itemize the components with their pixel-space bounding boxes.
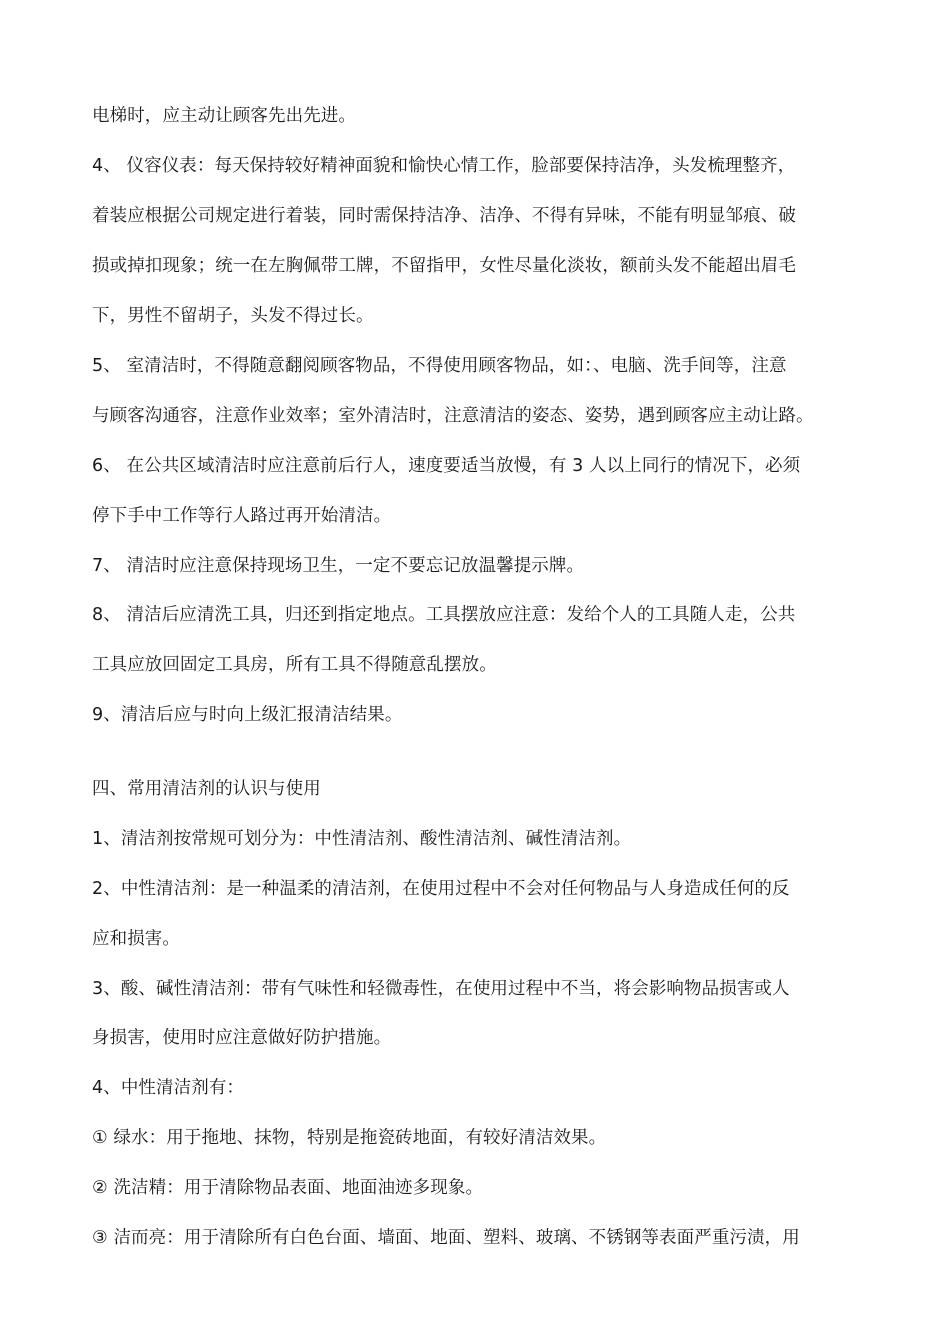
list-item-8: 8、 清洁后应清洗工具，归还到指定地点。工具摆放应注意：发给个人的工具随人走，公共 [92,605,796,625]
sub-item-1: ① 绿水：用于拖地、抹物，特别是拖瓷砖地面，有较好清洁效果。 [92,1128,607,1148]
list-item-4: 4、中性清洁剂有： [92,1078,245,1098]
list-item-3: 3、酸、碱性清洁剂：带有气味性和轻微毒性，在使用过程中不当，将会影响物品损害或人 [92,979,790,999]
list-item-9: 9、清洁后应与时向上级汇报清洁结果。 [92,705,403,725]
list-item-4: 4、 仪容仪表：每天保持较好精神面貌和愉快心情工作，脸部要保持洁净，头发梳理整齐， [92,156,796,176]
section-heading: 四、常用清洁剂的认识与使用 [92,779,321,799]
list-item-6: 6、 在公共区域清洁时应注意前后行人，速度要适当放慢，有 3 人以上同行的情况下，必须 [92,456,801,476]
list-item-5: 5、 室清洁时，不得随意翻阅顾客物品，不得使用顾客物品，如：、电脑、洗手间等，注意 [92,356,787,376]
text-line: 电梯时，应主动让顾客先出先进。 [92,106,356,126]
text-line: 下，男性不留胡子，头发不得过长。 [92,306,374,326]
list-item-1: 1、清洁剂按常规可划分为：中性清洁剂、酸性清洁剂、碱性清洁剂。 [92,829,632,849]
text-line: 停下手中工作等行人路过再开始清洁。 [92,506,392,526]
text-line: 着装应根据公司规定进行着装，同时需保持洁净、洁净、不得有异味，不能有明显邹痕、破 [92,206,796,226]
list-item-7: 7、 清洁时应注意保持现场卫生，一定不要忘记放温馨提示牌。 [92,556,585,576]
sub-item-3: ③ 洁而亮：用于清除所有白色台面、墙面、地面、塑料、玻璃、不锈钢等表面严重污渍，用 [92,1228,800,1248]
text-line: 损或掉扣现象；统一在左胸佩带工牌，不留指甲，女性尽量化淡妆，额前头发不能超出眉毛 [92,256,796,276]
text-line: 工具应放回固定工具房，所有工具不得随意乱摆放。 [92,655,497,675]
text-line: 身损害，使用时应注意做好防护措施。 [92,1028,392,1048]
sub-item-2: ② 洗洁精：用于清除物品表面、地面油迹多现象。 [92,1178,484,1198]
text-line: 与顾客沟通容，注意作业效率；室外清洁时，注意清洁的姿态、姿势，遇到顾客应主动让路。 [92,406,814,426]
text-line: 应和损害。 [92,929,180,949]
list-item-2: 2、中性清洁剂：是一种温柔的清洁剂，在使用过程中不会对任何物品与人身造成任何的反 [92,879,790,899]
